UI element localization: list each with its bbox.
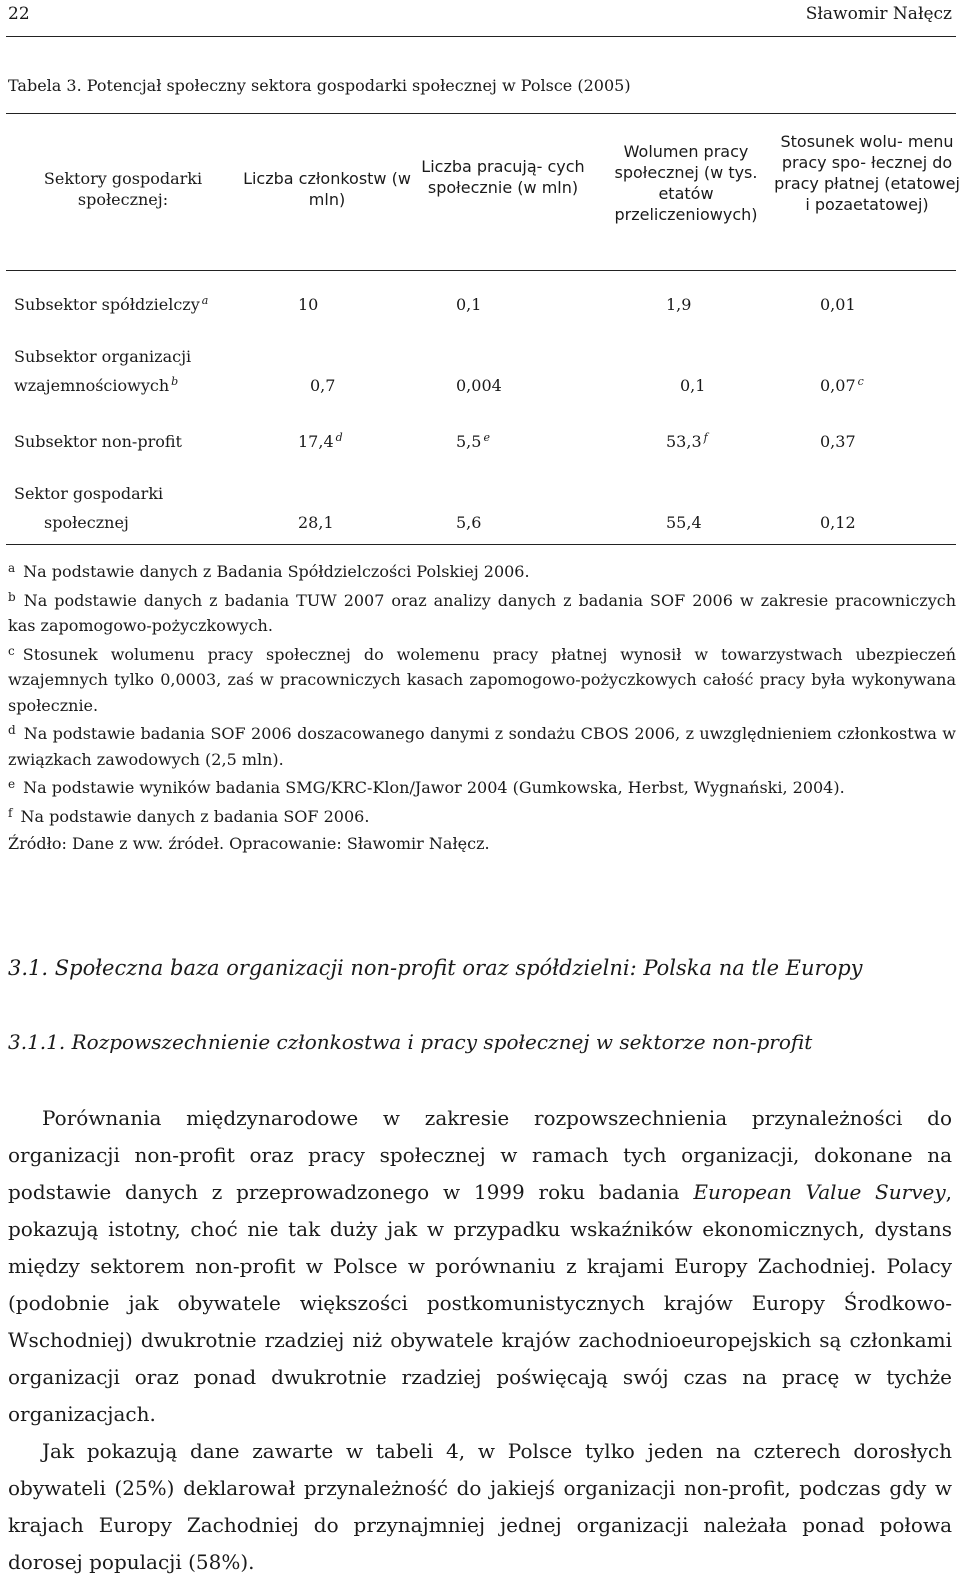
- table-cell: 0,37: [820, 432, 856, 451]
- table-cell: 0,12: [820, 513, 856, 532]
- table-cell: 5,5 $^e$: [456, 431, 490, 451]
- section-heading: 3.1. Społeczna baza organizacji non-profit oraz spółdzielni: Polska na tle Europy: [8, 956, 863, 980]
- row-label: Subsektor spółdzielczy $^a$: [14, 294, 209, 314]
- running-head: Sławomir Nałęcz: [805, 4, 952, 24]
- table-caption: Tabela 3. Potencjał społeczny sektora gospodarki społecznej w Polsce (2005): [8, 76, 631, 95]
- footnote-item: $^c$ Stosunek wolumenu pracy społecznej do wolemenu pracy płatnej wynosił w towarzystwach ubezpieczeń wzajemnych tylko 0,0003, zaś w pracowniczych kasach zapomogowo-pożyczkowych całość pracy była wykonywana społecznie.: [8, 643, 956, 715]
- column-header-social-workers: Liczba pracują- cych społecznie (w mln): [421, 157, 585, 197]
- table-cell: 5,6: [456, 513, 482, 532]
- column-header-work-ratio: Stosunek wolu- menu pracy spo- łecznej do pracy płatnej (etatowej i pozaetatowej): [774, 132, 960, 214]
- table-bottom-rule: [6, 544, 956, 545]
- table-cell: 17,4 $^d$: [298, 431, 343, 451]
- header-rule: [6, 36, 956, 37]
- table-source: Źródło: Dane z ww. źródeł. Opracowanie: Sławomir Nałęcz.: [8, 834, 490, 853]
- table-cell: 0,1: [680, 376, 706, 395]
- table-header-rule: [6, 270, 956, 271]
- table-cell: 53,3 $^f$: [666, 431, 708, 451]
- table-cell: 55,4: [666, 513, 702, 532]
- table-cell: 1,9: [666, 295, 692, 314]
- footnote-item: $^d$ Na podstawie badania SOF 2006 doszacowanego danymi z sondażu CBOS 2006, z uwzględnieniem członkostwa w związkach zawodowych (2,5 mln).: [8, 723, 956, 769]
- footnote-ref: a: [201, 294, 209, 307]
- paragraph: Jak pokazują dane zawarte w tabeli 4, w Polsce tylko jeden na czterech dorosłych obywateli (25%) deklarował przynależność do jakiejś organizacji non-profit, podczas gdy w krajach Europy Zachodniej do przynajmniej jednej organizacji należała ponad połowa dorosej populacji (58%).: [8, 1439, 952, 1574]
- table-top-rule: [6, 113, 956, 114]
- footnote-ref: b: [171, 375, 179, 388]
- table-cell: 10: [298, 295, 319, 314]
- footnote-item: $^a$ Na podstawie danych z Badania Spółdzielczości Polskiej 2006.: [8, 561, 530, 581]
- column-header-sectors: Sektory gospodarki społecznej:: [43, 169, 203, 209]
- page-number: 22: [8, 4, 30, 24]
- column-header-memberships: Liczba członkostw (w mln): [243, 169, 411, 209]
- table-cell: 0,07 $^c$: [820, 375, 864, 395]
- table-cell: 28,1: [298, 513, 334, 532]
- footnote-item: $^b$ Na podstawie danych z badania TUW 2007 oraz analizy danych z badania SOF 2006 w zakresie pracowniczych kas zapomogowo-pożyczkowych.: [8, 589, 956, 635]
- footnote-item: $^e$ Na podstawie wyników badania SMG/KRC-Klon/Jawor 2004 (Gumkowska, Herbst, Wygnański, 2004).: [8, 777, 845, 797]
- table-footnotes: [8, 556, 956, 829]
- table-cell: 0,01: [820, 295, 856, 314]
- row-label: Subsektor organizacji wzajemnościowych $^b$: [14, 347, 192, 395]
- table-cell: 0,004: [456, 376, 502, 395]
- subsection-heading: 3.1.1. Rozpowszechnienie członkostwa i pracy społecznej w sektorze non-profit: [8, 1030, 813, 1054]
- row-label: Subsektor non-profit: [14, 432, 182, 451]
- footnote-item: $^f$ Na podstawie danych z badania SOF 2006.: [8, 805, 370, 826]
- body-text: [8, 1100, 952, 1581]
- column-header-work-volume: Wolumen pracy społecznej (w tys. etatów przeliczeniowych): [614, 142, 758, 224]
- table-cell: 0,1: [456, 295, 482, 314]
- table-cell: 0,7: [310, 376, 336, 395]
- row-label: Sektor gospodarki społecznej: [14, 484, 164, 532]
- survey-title: European Value Survey: [693, 1180, 946, 1204]
- paragraph: Porównania międzynarodowe w zakresie rozpowszechnienia przynależności do organizacji non-profit oraz pracy społecznej w ramach tych organizacji, dokonane na podstawie danych z przeprowadzonego w 1999 roku badania European Value Survey, pokazują istotny, choć nie tak duży jak w przypadku wskaźników ekonomicznych, dystans między sektorem non-profit w Polsce w porównaniu z krajami Europy Zachodniej. Polacy (podobnie jak obywatele większości postkomunistycznych krajów Europy Środkowo-Wschodniej) dwukrotnie rzadziej niż obywatele krajów zachodnioeuropejskich są członkami organizacji oraz ponad dwukrotnie rzadziej poświęcają swój czas na pracę w tychże organizacjach.: [8, 1106, 952, 1426]
